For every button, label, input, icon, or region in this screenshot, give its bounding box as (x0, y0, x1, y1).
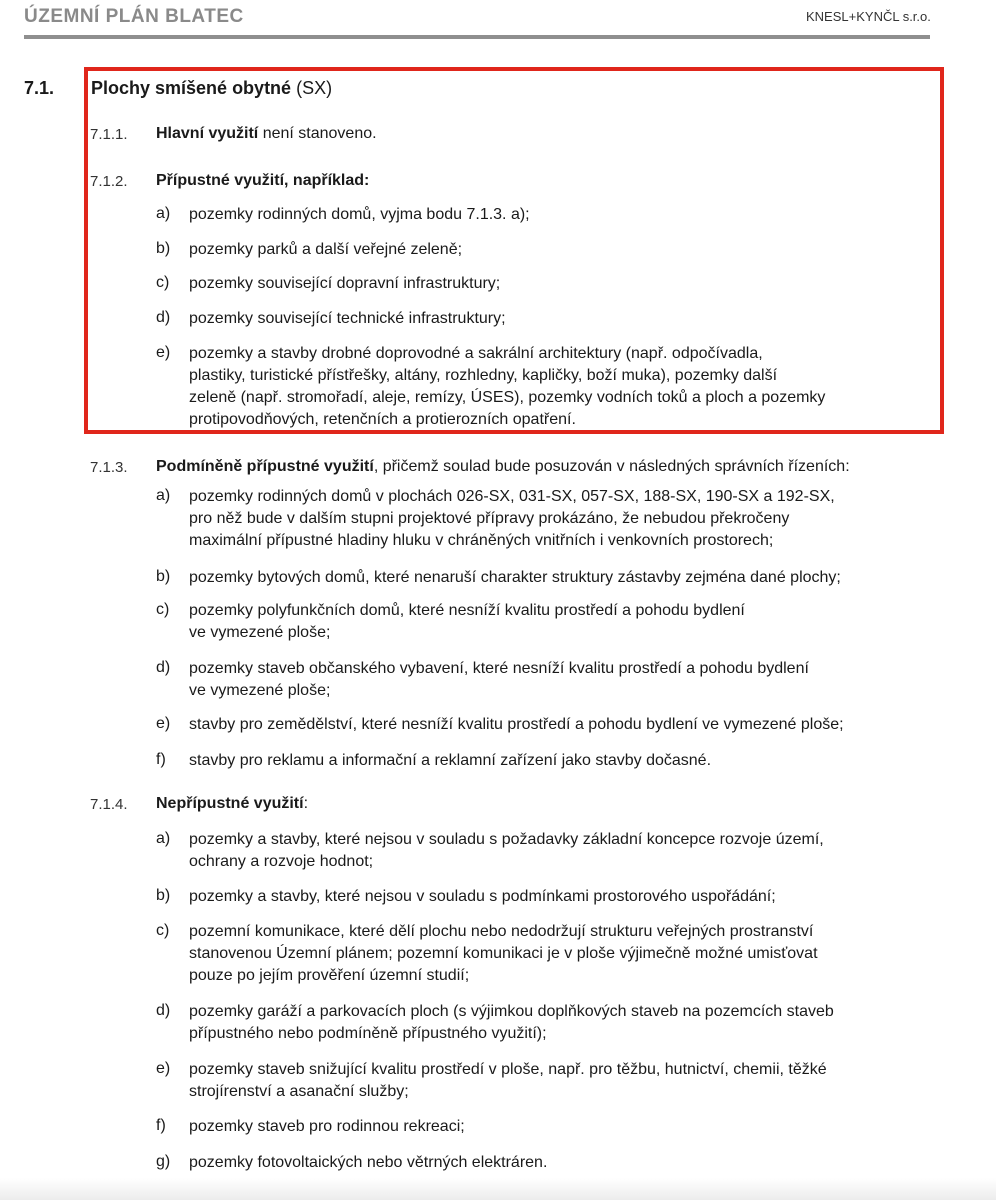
subsection-number: 7.1.2. (90, 173, 128, 190)
list-item: pozemky a stavby, které nejsou v souladu s podmínkami prostorového uspořádání; (189, 888, 776, 905)
subsection-heading (156, 458, 850, 476)
list-item: stavby pro zemědělství, které nesníží kvalitu prostředí a pohodu bydlení ve vymezené ploše; (189, 716, 844, 733)
list-letter: g) (156, 1153, 171, 1170)
subsection-heading (156, 125, 377, 143)
section-number: 7.1. (24, 78, 55, 98)
list-letter: e) (156, 715, 171, 732)
list-item: pozemky a stavby, které nejsou v souladu s požadavky základní koncepce rozvoje území, ochrany a rozvoje hodnot; (189, 831, 824, 870)
list-letter: f) (156, 751, 166, 768)
list-item: pozemky staveb snižující kvalitu prostředí v ploše, např. pro těžbu, hutnictví, chemii, těžké strojírenství a asanační služby; (189, 1061, 827, 1100)
list-letter: b) (156, 568, 171, 585)
list-letter: a) (156, 830, 171, 847)
list-letter: d) (156, 1002, 171, 1019)
prohibited-use-label: Nepřípustné využití (156, 795, 304, 812)
list-letter: c) (156, 274, 170, 291)
page-bottom-shadow (0, 1178, 996, 1200)
list-item: pozemní komunikace, které dělí plochu nebo nedodržují strukturu veřejných prostranství stanovenou Územní plánem; pozemní komunikaci je v ploše výjimečně možné umisťovat pouze po jejím prověření územní studií; (189, 923, 818, 984)
prohibited-use-colon: : (303, 795, 309, 812)
main-use-text: není stanoveno. (258, 125, 377, 142)
list-item: pozemky staveb občanského vybavení, které nesníží kvalitu prostředí a pohodu bydlení ve vymezené ploše; (189, 660, 809, 699)
list-item: pozemky staveb pro rodinnou rekreaci; (189, 1118, 465, 1135)
document-title: ÚZEMNÍ PLÁN BLATEC (24, 6, 244, 27)
permitted-use-label: Přípustné využití, například: (156, 172, 370, 189)
list-letter: b) (156, 240, 171, 257)
subsection-number: 7.1.4. (90, 796, 128, 813)
list-letter: a) (156, 205, 171, 222)
section-title-code: (SX) (291, 78, 333, 98)
conditional-use-text: , přičemž soulad bude posuzován v následných správních řízeních: (373, 458, 850, 475)
list-letter: a) (156, 487, 171, 504)
subsection-number: 7.1.3. (90, 459, 128, 476)
main-use-label: Hlavní využití (156, 125, 259, 142)
list-letter: f) (156, 1117, 166, 1134)
section-title (91, 78, 332, 99)
list-item: pozemky fotovoltaických nebo větrných elektráren. (189, 1154, 548, 1171)
list-letter: d) (156, 659, 171, 676)
list-item: pozemky parků a další veřejné zeleně; (189, 241, 463, 258)
conditional-use-label: Podmíněně přípustné využití (156, 458, 374, 475)
company-name: KNESL+KYNČL s.r.o. (806, 9, 931, 24)
list-letter: e) (156, 344, 171, 361)
list-letter: c) (156, 922, 170, 939)
subsection-number: 7.1.1. (90, 126, 128, 143)
list-letter: d) (156, 309, 171, 326)
list-letter: b) (156, 887, 171, 904)
section-title-bold: Plochy smíšené obytné (91, 78, 292, 98)
list-item: pozemky související dopravní infrastruktury; (189, 275, 501, 292)
list-item: pozemky a stavby drobné doprovodné a sakrální architektury (např. odpočívadla, plastiky, turistické přístřešky, altány, rozhledny, kapličky, boží muka), pozemky další zeleně (např. stromořadí, aleje, remízy, ÚSES), pozemky vodních toků a ploch a pozemky protipovodňových, retenčních a protierozních opatření. (189, 345, 826, 428)
list-item: pozemky rodinných domů, vyjma bodu 7.1.3. a); (189, 206, 530, 223)
list-item: pozemky polyfunkčních domů, které nesníží kvalitu prostředí a pohodu bydlení ve vymezené ploše; (189, 602, 745, 641)
list-item: stavby pro reklamu a informační a reklamní zařízení jako stavby dočasné. (189, 752, 712, 769)
list-letter: e) (156, 1060, 171, 1077)
list-item: pozemky související technické infrastruktury; (189, 310, 506, 327)
list-item: pozemky garáží a parkovacích ploch (s výjimkou doplňkových staveb na pozemcích staveb přípustného nebo podmíněně přípustného využití); (189, 1003, 834, 1042)
list-item: pozemky bytových domů, které nenaruší charakter struktury zástavby zejména dané plochy; (189, 569, 841, 586)
list-letter: c) (156, 601, 170, 618)
list-item: pozemky rodinných domů v plochách 026-SX, 031-SX, 057-SX, 188-SX, 190-SX a 192-SX, pro něž bude v dalším stupni projektové přípravy prokázáno, že nebudou překročeny maximální přípustné hladiny hluku v chráněných vnitřních i venkovních prostorech; (189, 488, 835, 549)
subsection-heading (156, 795, 308, 813)
subsection-heading (156, 172, 369, 190)
header-divider (24, 35, 930, 39)
